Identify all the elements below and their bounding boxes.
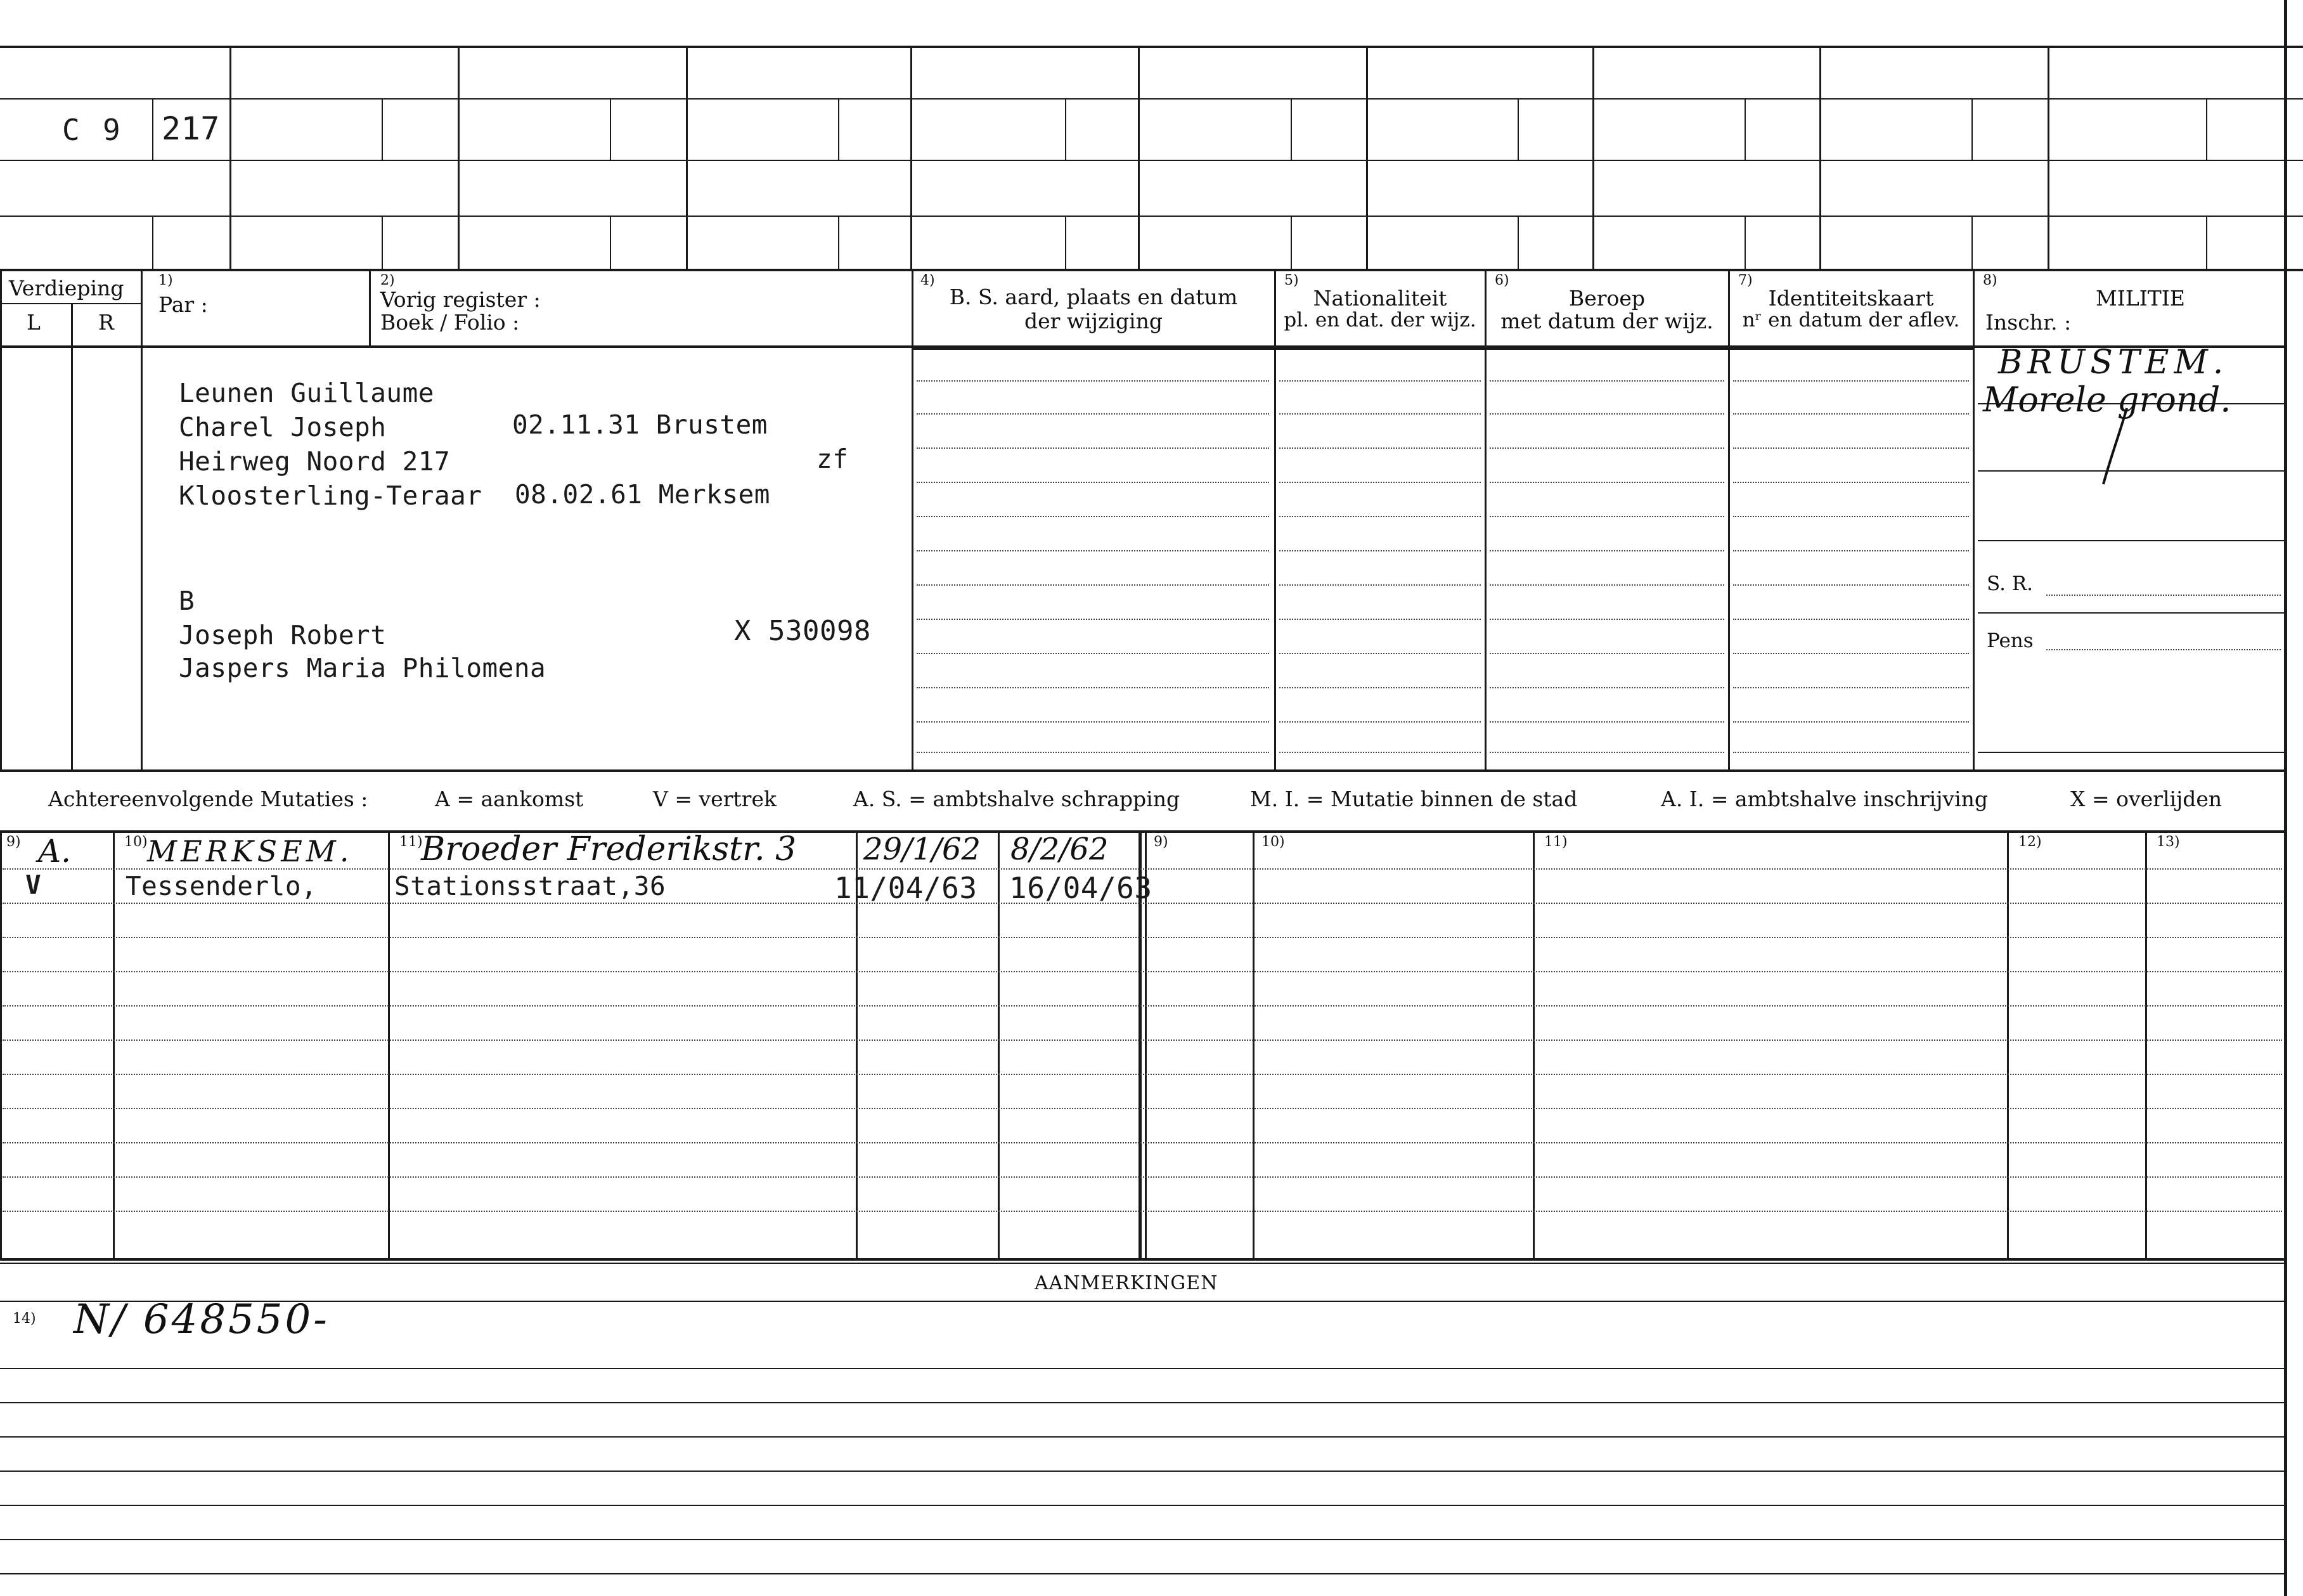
militie-hand-line2: Morele grond. bbox=[1983, 380, 2231, 420]
militie-pens: Pens bbox=[1987, 629, 2034, 652]
militie-hand-line1: BRUSTEM. bbox=[1998, 344, 2229, 382]
legend-mi: M. I. = Mutatie binnen de stad bbox=[1250, 787, 1578, 811]
mut-col9-number: 9) bbox=[6, 834, 21, 850]
mutatie-date-2: 8/2/62 bbox=[1010, 832, 1109, 867]
militie-title: MILITIE bbox=[2096, 286, 2185, 311]
legend-intro: Achtereenvolgende Mutaties : bbox=[48, 787, 368, 811]
legend-as: A. S. = ambtshalve schrapping bbox=[853, 787, 1180, 811]
person-spouse: Kloosterling-Teraar bbox=[179, 480, 482, 511]
col5-number: 5) bbox=[1284, 273, 1299, 288]
mutatie-date-1: 29/1/62 bbox=[863, 832, 981, 867]
mutatie-place: MERKSEM. bbox=[147, 834, 353, 868]
legend-v: V = vertrek bbox=[653, 787, 777, 811]
mutatie-date-2: 16/04/63 bbox=[1009, 871, 1152, 905]
mutatie-address: Broeder Frederikstr. 3 bbox=[421, 830, 797, 868]
mut-col9b-number: 9) bbox=[1154, 834, 1168, 850]
mut-col10-number: 10) bbox=[124, 834, 148, 850]
person-marriage: 08.02.61 Merksem bbox=[515, 479, 770, 510]
col4-line2: der wijziging bbox=[1024, 309, 1163, 333]
mut-col10b-number: 10) bbox=[1261, 834, 1285, 850]
col7-line2: nʳ en datum der aflev. bbox=[1742, 309, 1960, 331]
verdieping-label: Verdieping bbox=[9, 276, 124, 300]
mutatie-type: V bbox=[25, 870, 42, 900]
mut-col13-number: 13) bbox=[2157, 834, 2180, 850]
person-given-names: Charel Joseph bbox=[179, 412, 387, 442]
col4-number: 4) bbox=[920, 273, 935, 288]
legend-x: X = overlijden bbox=[2070, 787, 2222, 811]
legend-a: A = aankomst bbox=[435, 787, 584, 811]
card-code-digit: 9 bbox=[103, 113, 121, 147]
person-father: Joseph Robert bbox=[179, 620, 387, 650]
mut-col11-number: 11) bbox=[399, 834, 423, 850]
person-surname: Leunen Guillaume bbox=[179, 378, 434, 408]
col7-number: 7) bbox=[1738, 273, 1753, 288]
col2-number: 2) bbox=[380, 273, 395, 288]
person-birth: 02.11.31 Brustem bbox=[512, 409, 768, 440]
mut-col12-number: 12) bbox=[2018, 834, 2042, 850]
aanmerkingen-value: N/ 648550- bbox=[74, 1296, 330, 1343]
mutatie-address: Stationsstraat,36 bbox=[394, 871, 666, 901]
col5-line1: Nationaliteit bbox=[1313, 286, 1447, 311]
person-address: Heirweg Noord 217 bbox=[179, 446, 451, 477]
col8-number: 8) bbox=[1983, 273, 1997, 288]
militie-handwritten-stroke bbox=[2092, 406, 2149, 488]
col1-label: Par : bbox=[158, 292, 208, 317]
col2-line2: Boek / Folio : bbox=[380, 310, 520, 335]
col6-number: 6) bbox=[1495, 273, 1509, 288]
verdieping-l: L bbox=[27, 310, 41, 335]
militie-inschr: Inschr. : bbox=[1985, 310, 2072, 335]
mutatie-place: Tessenderlo, bbox=[126, 871, 318, 901]
col2-line1: Vorig register : bbox=[380, 287, 541, 312]
col4-line1: B. S. aard, plaats en datum bbox=[949, 285, 1238, 309]
col7-line1: Identiteitskaart bbox=[1768, 286, 1934, 311]
person-mother: Jaspers Maria Philomena bbox=[179, 653, 546, 683]
aanmerkingen-number: 14) bbox=[13, 1311, 36, 1327]
legend-ai: A. I. = ambtshalve inschrijving bbox=[1661, 787, 1989, 811]
aanmerkingen-title: AANMERKINGEN bbox=[1035, 1272, 1218, 1294]
col6-line1: Beroep bbox=[1568, 286, 1646, 311]
verdieping-r: R bbox=[98, 310, 114, 335]
mutatie-date-1: 11/04/63 bbox=[834, 871, 977, 905]
card-code-letter: C bbox=[62, 113, 81, 147]
card-code-number: 217 bbox=[162, 110, 220, 147]
col5-line2: pl. en dat. der wijz. bbox=[1284, 309, 1476, 331]
mutatie-type: A. bbox=[38, 833, 72, 870]
person-code: zf bbox=[816, 444, 849, 474]
person-b-label: B bbox=[179, 586, 195, 616]
militie-sr: S. R. bbox=[1987, 572, 2034, 595]
mut-col11b-number: 11) bbox=[1544, 834, 1568, 850]
person-id-number: X 530098 bbox=[734, 615, 871, 647]
col1-number: 1) bbox=[158, 273, 173, 288]
col6-line2: met datum der wijz. bbox=[1500, 309, 1713, 333]
